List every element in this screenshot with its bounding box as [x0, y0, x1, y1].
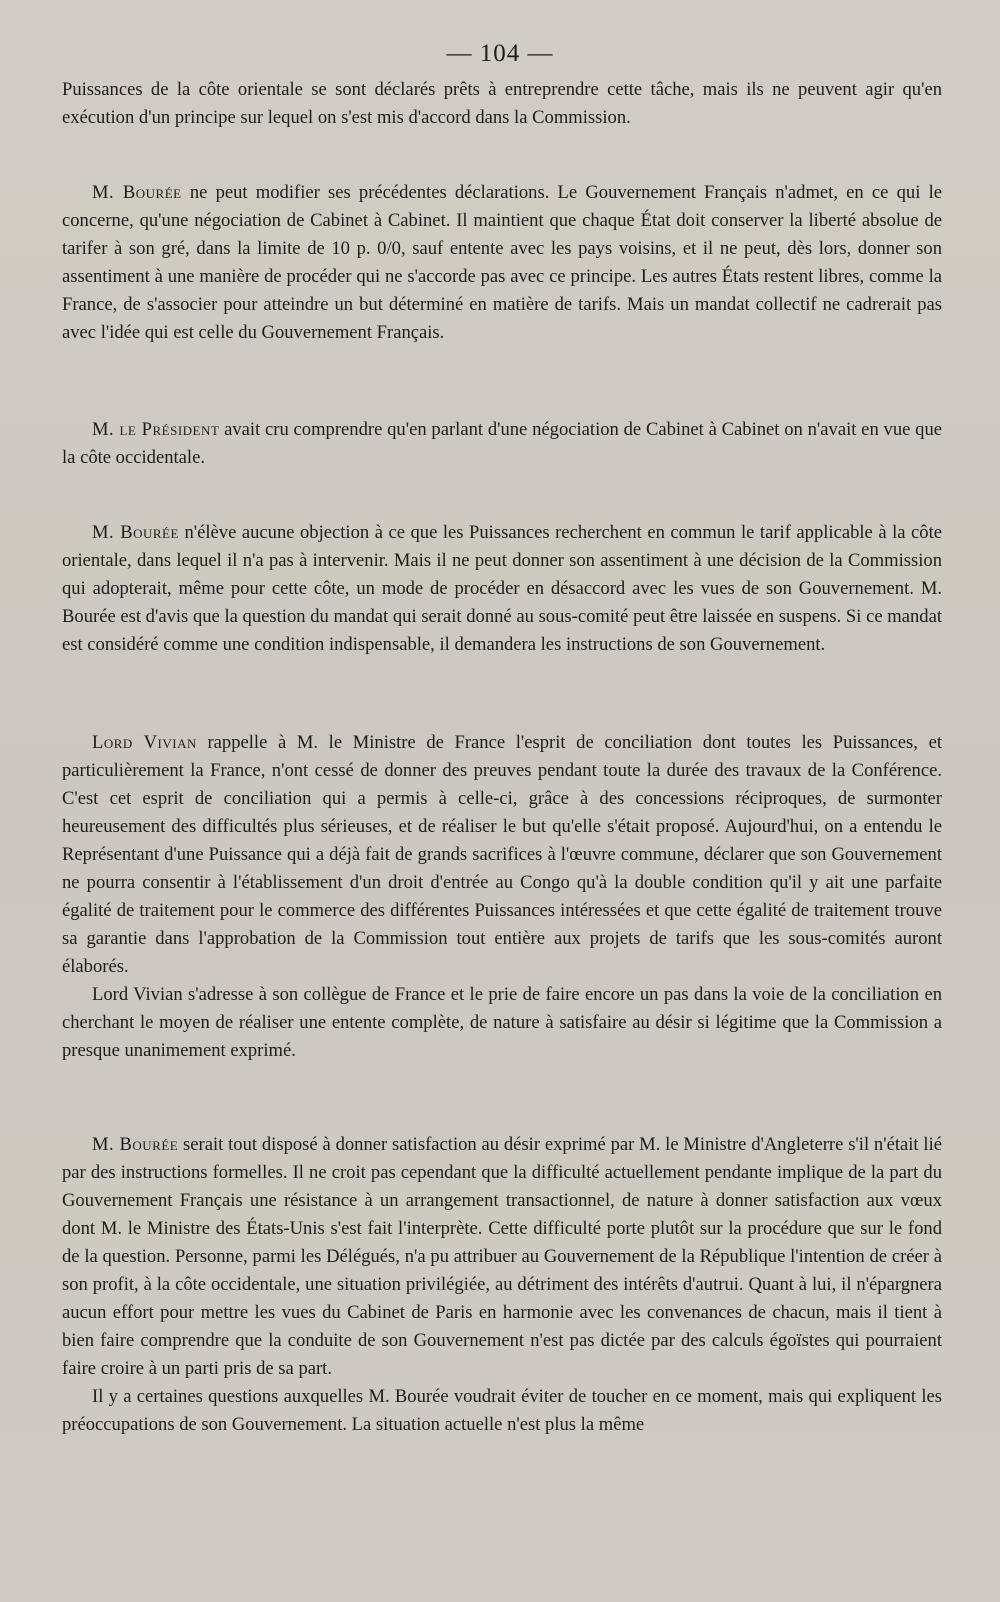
paragraph-body	[62, 1131, 942, 1383]
paragraph-text: avait cru comprendre qu'en parlant d'une négociation de Cabinet à Cabinet on n'avait en vue que la côte occidentale.	[62, 419, 943, 468]
paragraph-body	[62, 519, 942, 659]
paragraph-bouree-2	[62, 519, 942, 659]
paragraph-continued	[62, 76, 942, 132]
paragraph-vivian	[62, 729, 942, 1065]
paragraph-bouree-3	[62, 1131, 942, 1439]
paragraph-text: rappelle à M. le Ministre de France l'esprit de conciliation dont toutes les Puissances, et particulièrement la France, n'ont cessé de donner des preuves pendant toute la durée des travaux de la Conférence. C'est cet esprit de conciliation qui a permis à celle-ci, grâce à des concessions réciproques, de surmonter heureusement des difficultés plus sérieuses, et de réaliser le but qu'elle s'était proposé. Aujourd'hui, on a entendu le Représentant d'une Puissance qui a déjà fait de grands sacrifices à l'œuvre commune, déclarer que son Gouvernement ne pourra consentir à l'établissement d'un droit d'entrée au Congo qu'à la double condition qu'il y ait une parfaite égalité de traitement pour le commerce des différentes Puissances intéressées et que cette égalité de traitement trouve sa garantie dans l'approbation de la Commission tout entière aux projets de tarifs que les sous-comités auront élaborés.	[62, 732, 942, 977]
paragraph-body	[62, 416, 942, 472]
speaker-name: M. Bourée	[92, 182, 182, 203]
paragraph-president	[62, 416, 942, 472]
speaker-name: M. Bourée	[92, 1134, 179, 1155]
speaker-name: M. le Président	[92, 419, 220, 440]
paragaph-bouree-1	[62, 179, 942, 347]
paragraph-text: Puissances de la côte orientale se sont déclarés prêts à entreprendre cette tâche, mais ils ne peuvent agir qu'en exécution d'un principe sur lequel on s'est mis d'accord dans la Commission.	[62, 79, 942, 128]
speaker-name: Lord Vivian	[92, 732, 197, 753]
paragraph-text: n'élève aucune objection à ce que les Puissances recherchent en commun le tarif applicable à la côte orientale, dans lequel il n'a pas à intervenir. Mais il ne peut donner son assentiment à une décision de la Commission qui adopterait, même pour cette côte, un mode de procéder en désaccord avec les vues de son Gouvernement. M. Bourée est d'avis que la question du mandat qui serait donné au sous-comité peut être laissée en suspens. Si ce mandat est considéré comme une condition indispensable, il demandera les instructions de son Gouvernement.	[62, 522, 943, 655]
paragraph-body	[62, 179, 942, 347]
paragraph-text: serait tout disposé à donner satisfaction au désir exprimé par M. le Ministre d'Angleterre s'il n'était lié par des instructions formelles. Il ne croit pas cependant que la difficulté actuellement pendante implique de la part du Gouvernement Français une résistance à un arrangement transactionnel, de nature à donner satisfaction aux vœux dont M. le Ministre des États-Unis s'est fait l'interprète. Cette difficulté porte plutôt sur la procédure que sur le fond de la question. Personne, parmi les Délégués, n'a pu attribuer au Gouvernement de la République l'intention de créer à son profit, à la côte occidentale, une situation privilégiée, au détriment des intérêts d'autrui. Quant à lui, il n'épargnera aucun effort pour mettre les vues du Cabinet de Paris en harmonie avec les convenances de chacun, mais il tient à bien faire comprendre que la conduite de son Gouvernement n'est pas dictée par des calculs égoïstes qui pourraient faire croire à un parti pris de sa part.	[62, 1134, 942, 1379]
page-number: — 104 —	[446, 40, 554, 67]
paragraph-text: Lord Vivian s'adresse à son collègue de France et le prie de faire encore un pas dans la voie de la conciliation en cherchant le moyen de réaliser une entente complète, de nature à satisfaire au désir si légitime que la Commission a presque unanimement exprimé.	[62, 984, 942, 1061]
paragraph-text: ne peut modifier ses précédentes déclarations. Le Gouvernement Français n'admet, en ce qui le concerne, qu'une négociation de Cabinet à Cabinet. Il maintient que chaque État doit conserver la liberté absolue de tarifer à son gré, dans la limite de 10 p. 0/0, sauf entente avec les pays voisins, et il ne peut, dès lors, donner son assentiment à une manière de procéder qui ne s'accorde pas avec ce principe. Les autres États restent libres, comme la France, de s'associer pour atteindre un but déterminé en matière de tarifs. Mais un mandat collectif ne cadrerait pas avec l'idée qui est celle du Gouvernement Français.	[62, 182, 943, 343]
speaker-name: M. Bourée	[92, 522, 179, 543]
paragraph-body	[62, 729, 942, 981]
paragraph-text: Il y a certaines questions auxquelles M. Bourée voudrait éviter de toucher en ce moment, mais qui expliquent les préoccupations de son Gouvernement. La situation actuelle n'est plus la même	[62, 1386, 942, 1435]
